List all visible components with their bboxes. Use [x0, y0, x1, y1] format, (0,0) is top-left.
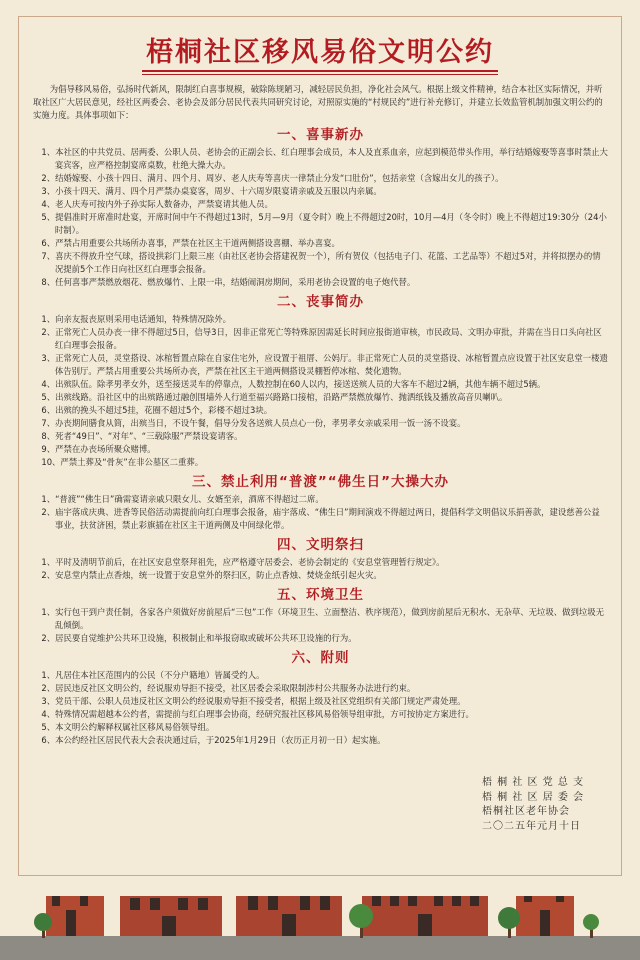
section-item: 2、结婚嫁娶、小孩十四日、满月、四个月、周岁、老人庆寿等喜庆一律禁止分发“口肚份”，包括亲堂（含嫁出女儿的孩子）。 — [41, 173, 504, 183]
section-item: 1、凡居住本社区范围内的公民（不分户籍地）皆属受约人。 — [41, 670, 265, 680]
section-heading: 三、禁止利用“普渡”“佛生日”大操大办 — [192, 474, 449, 490]
section-1 — [33, 127, 608, 289]
title-underline — [142, 70, 498, 72]
signature-date: 二〇二五年元月十日 — [482, 820, 581, 832]
section-item: 1、本社区的中共党员、居两委、公职人员、老协会的正副会长、红白理事会成员，本人及直系血亲，应起到模范带头作用，举行结婚嫁娶等喜事时禁止大宴宾客，应严格控制宴席桌数，杜绝大操大办。 — [41, 147, 608, 170]
section-2 — [33, 294, 608, 469]
section-item: 1、“普渡”“佛生日”确需宴请亲戚只限女儿、女婿至亲，酒席不得超过二席。 — [41, 494, 324, 504]
page-title: 梧桐社区移风易俗文明公约 — [146, 37, 494, 68]
section-heading: 四、文明祭扫 — [277, 537, 364, 553]
section-item: 1、平时及清明节前后，在社区安息堂祭拜祖先，应严格遵守居委会、老协会制定的《安息堂管理暂行规定》。 — [41, 557, 445, 567]
section-item: 10、严禁土葬及“骨灰”在非公墓区二重葬。 — [41, 457, 204, 467]
section-item: 9、严禁在办丧场所聚众赌博。 — [41, 444, 156, 454]
building-illustration — [0, 896, 640, 960]
section-item: 4、老人庆寿可按内外子孙实际人数备办，严禁宴请其他人员。 — [41, 199, 273, 209]
section-6 — [33, 650, 608, 747]
section-item: 6、本公约经社区居民代表大会表决通过后，于2025年1月29日（农历正月初一日）起实施。 — [41, 735, 386, 745]
tree-icon — [583, 914, 599, 938]
section-item: 1、向亲友报丧原则采用电话通知，特殊情况除外。 — [41, 314, 231, 324]
signature-block — [482, 776, 612, 834]
section-item: 7、办丧期间膳食从简，出殡当日，不设午餐，倡导分发各送殡人员点心一份，孝男孝女亲戚采用一饭一汤不设宴。 — [41, 418, 466, 428]
section-item: 4、出殡队伍。除孝男孝女外，送至接送灵车的停靠点，人数控制在60人以内，接送送殡人员的大客车不超过2辆，其他车辆不超过5辆。 — [41, 379, 546, 389]
signature-party-branch: 梧 桐 社 区 党 总 支 — [482, 777, 585, 788]
section-5 — [33, 587, 608, 645]
building-icon — [236, 896, 342, 936]
section-item: 3、党员干部、公职人员违反社区文明公约经说服劝导拒不接受者，根据上级及社区党组织有关部门规定严肃处理。 — [41, 696, 466, 706]
section-item: 8、任何喜事严禁燃放烟花、燃放爆竹、上限一串，结婚闹洞房期间，采用老协会设置的电子炮代替。 — [41, 277, 416, 287]
section-heading: 五、环境卫生 — [277, 587, 364, 603]
section-4 — [33, 537, 608, 582]
section-item: 2、正常死亡人员办丧一律不得超过5日，信导3日，因非正常死亡等特殊原因需延长时间应报街道审核，市民政局、文明办审批，并需在当日口头向社区红白理事会报备。 — [41, 327, 602, 350]
section-item: 6、严禁占用重要公共场所办喜事，严禁在社区主干道两侧搭设喜棚、举办喜宴。 — [41, 238, 340, 248]
signature-elderly-association: 梧桐社区老年协会 — [482, 806, 570, 817]
section-item: 5、出殡线路。沿社区中的出殡路通过融创围墙外人行道至福兴路路口接棺，沿路严禁燃放爆竹、抛洒纸钱及播放高音贝喇叭。 — [41, 392, 508, 402]
section-item: 2、庙宇落成庆典、进香等民俗活动需提前向红白理事会报备，庙宇落成、“佛生日”期间演戏不得超过两日，提倡科学文明倡议乐捐善款，建设慈善公益事业，扶贫济困，禁止彩旗插在社区主干道两侧及中间绿化带。 — [41, 507, 600, 530]
section-heading: 二、丧事简办 — [277, 294, 364, 310]
building-icon — [360, 896, 490, 936]
section-item: 8、死者“49日”、“对年”、“三载除服”严禁设宴请客。 — [41, 431, 243, 441]
intro-paragraph: 为倡导移风易俗，弘扬时代新风，限制红白喜事规模，破除陈规陋习，减轻居民负担，净化社会风气。根据上级文件精神，结合本社区实际情况，并听取社区广大居民意见，经社区两委会、老协会及部分居民代表共同研究讨论，对照原实施的“村规民约”进行补充修订，并建立长效监管机制加强文明公约的实施力度。具体事项如下： — [33, 84, 603, 120]
section-item: 5、本文明公约解释权属社区移风易俗领导组。 — [41, 722, 215, 732]
section-item: 2、居民要自觉维护公共环卫设施，积极制止和举报窃取或破坏公共环卫设施的行为。 — [41, 633, 357, 643]
section-item: 3、正常死亡人员，灵堂搭设、冰棺暂置点除在自家住宅外，应设置于祖厝、公妈厅。非正常死亡人员的灵堂搭设、冰棺暂置点应设置于社区安息堂一楼遗体告别厅。严禁占用重要公共场所办丧，严禁在社区主干道两侧搭设灵棚暂停冰棺、焚化遗物。 — [41, 353, 608, 376]
section-heading: 六、附则 — [291, 650, 350, 666]
section-item: 2、安息堂内禁止点香烛，统一设置于安息堂外的祭扫区，防止点香烛、焚烧金纸引起火灾。 — [41, 570, 382, 580]
building-icon — [44, 896, 106, 936]
signature-residents-committee: 梧 桐 社 区 居 委 会 — [482, 791, 585, 803]
building-icon — [514, 896, 576, 936]
building-icon — [118, 896, 224, 936]
section-item: 2、居民违反社区文明公约，经说服劝导拒不接受，社区居委会采取限制涉村公共服务办法进行约束。 — [41, 683, 416, 693]
ground-strip — [0, 936, 640, 960]
section-item: 6、出殡的挽头不超过5挂，花圈不超过5个，彩楼不超过3块。 — [41, 405, 273, 415]
section-item: 3、小孩十四天、满月、四个月严禁办桌宴客，周岁、十六周岁限宴请亲戚及五服以内亲属。 — [41, 186, 382, 196]
section-item: 1、实行包干到户责任制，各家各户须做好房前屋后“三包”工作（环境卫生、立面整洁、秩序规范），做到房前屋后无积水、无杂草、无垃圾、做到垃圾无乱倾倒。 — [41, 607, 604, 630]
title-underline-thin — [142, 74, 498, 75]
section-heading: 一、喜事新办 — [277, 127, 364, 143]
section-item: 5、提倡准时开席准时赴宴，开席时间中午不得超过13时，5月—9月（夏令时）晚上不得超过20时，10月—4月（冬令时）晚上不得超过19:30分（24小时制）。 — [41, 212, 607, 235]
pact-content — [33, 83, 608, 747]
section-3 — [33, 474, 608, 532]
section-item: 7、喜庆不得放升空气球，搭设拱彩门上限三座（由社区老协会搭建祝贺一个），所有贺仪（包括电子门、花篮、工艺品等）不超过5对，并将拟摆办的情况提前5个工作日向社区红白理事会报备。 — [41, 251, 601, 274]
section-item: 4、特殊情况需超越本公约者，需提前与红白理事会协商，经研究报社区移风易俗领导组审批，方可按协定方案进行。 — [41, 709, 474, 719]
